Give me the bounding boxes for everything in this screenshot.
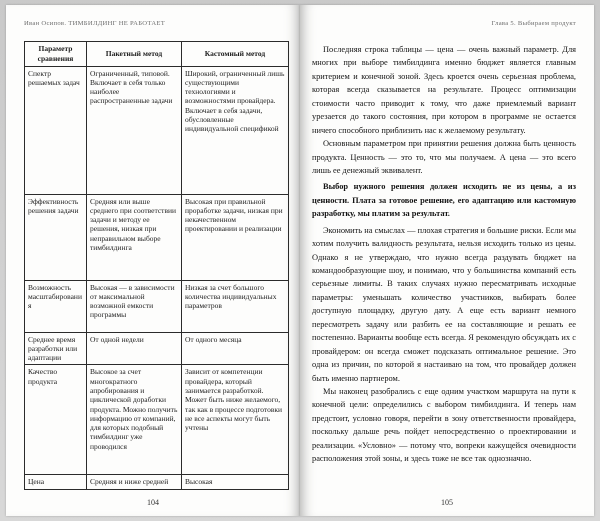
paragraph: Основным параметром при принятии решения должна быть ценность продукта. Ценность — это то, что мы получаем. А цена — это всего лишь ее денежный эквивалент. — [312, 139, 576, 175]
right-page — [300, 5, 594, 516]
cell-parameter: Эффективность решения задачи — [25, 194, 87, 280]
right-page-number: 105 — [441, 498, 453, 507]
paragraph: Экономить на смыслах — плохая стратегия и большие риски. Если мы хотим получить валидность результата, нельзя исходить только из цены. Однако я не утверждаю, что нужно всегда раздувать бюджет на командообразующие шоу, и понимаю, что у большинства компаний есть серьезные лимиты. В таких случаях нужно пересматривать исходные параметры: уменьшать количество участников, выбирать более доступную площадку, другую дату. А еще есть вариант немного пересмотреть задачу или разбить ее на составляющие и решать ее постепенно. Варианты вообще есть всегда. Я рекомендую обсуждать их с провайдером: он всегда сможет подсказать оптимальное решение. Это одна из причин, по которой я настаиваю на том, что провайдер должен быть именно партнером. — [312, 225, 576, 383]
cell-parameter: Спектр решаемых задач — [25, 66, 87, 194]
table-row — [25, 365, 289, 475]
left-page-number: 104 — [147, 498, 159, 507]
col-header-packet-method: Пакетный метод — [87, 42, 182, 67]
left-page — [6, 5, 300, 516]
paragraph: Последняя строка таблицы — цена — очень важный параметр. Для многих при выборе тимбилдинга именно бюджет является главным критерием и конечной зоной. Здесь кроется очень серьезная проблема, которая всегда сказывается на результате. Процесс оптимизации стоимости часто приводит к тому, что даже приемлемый вариант урезается до такого состояния, при котором в программе не остается ничего способного приблизить нас к желаемому результату. — [312, 45, 576, 135]
col-header-custom-method: Кастомный метод — [182, 42, 289, 67]
cell-parameter: Качество продукта — [25, 365, 87, 475]
cell-custom: Высокая — [182, 475, 289, 489]
table-header-row — [25, 42, 289, 67]
table-row — [25, 194, 289, 280]
table-row — [25, 66, 289, 194]
cell-packet: От одной недели — [87, 332, 182, 365]
table-row — [25, 475, 289, 489]
right-running-header: Глава 5. Выбираем продукт — [491, 20, 576, 27]
left-running-header: Иван Осипов. ТИМБИЛДИНГ НЕ РАБОТАЕТ — [24, 20, 166, 27]
cell-custom: Низкая за счет большого количества индивидуальных параметров — [182, 280, 289, 332]
cell-parameter: Среднее время разработки или адаптации — [25, 332, 87, 365]
cell-custom: Зависит от компетенции провайдера, который занимается разработкой. Может быть ниже желаемого, так как в процессе подготовки не все аспекты могут быть учтены — [182, 365, 289, 475]
table-row — [25, 280, 289, 332]
cell-custom: От одного месяца — [182, 332, 289, 365]
cell-custom: Широкий, ограниченный лишь существующими технологиями и возможностями провайдера. Включает в себя задачи, обусловленные индивидуальной спецификой — [182, 66, 289, 194]
paragraph-emphasis: Выбор нужного решения должен исходить не из цены, а из ценности. Плата за готовое решение, его адаптацию или кастомную разработку, мы платим за результат. — [312, 182, 576, 219]
paragraph: Мы наконец разобрались с еще одним участком маршрута на пути к конечной цели: определились с выбором тимбилдинга. И теперь нам предстоит, условно говоря, перейти в зону ответственности провайдера, поскольку дальше речь пойдет непосредственно о проектировании и реализации. «Условно» — потому что, вопреки кажущейся очевидности расположения этой зоны, и здесь тоже не все так однозначно. — [312, 386, 576, 464]
cell-packet: Ограниченный, типовой. Включает в себя только наиболее распространенные задачи — [87, 66, 182, 194]
body-text — [312, 43, 576, 466]
cell-packet: Средняя или выше среднего при соответствии задачи и методу ее решения, низкая при неправильном выборе тимбилдинга — [87, 194, 182, 280]
cell-packet: Высокое за счет многократного апробирования и циклической доработки продукта. Можно получить информацию от компаний, для которых подобный тимбилдинг уже проводился — [87, 365, 182, 475]
cell-packet: Средняя и ниже средней — [87, 475, 182, 489]
cell-parameter: Возможность масштабирования — [25, 280, 87, 332]
cell-parameter: Цена — [25, 475, 87, 489]
cell-packet: Высокая — в зависимости от максимальной возможной емкости программы — [87, 280, 182, 332]
col-header-parameter: Параметр сравнения — [25, 42, 87, 67]
cell-custom: Высокая при правильной проработке задачи, низкая при некачественном проектировании и реализации — [182, 194, 289, 280]
table-row — [25, 332, 289, 365]
comparison-table — [24, 41, 289, 490]
